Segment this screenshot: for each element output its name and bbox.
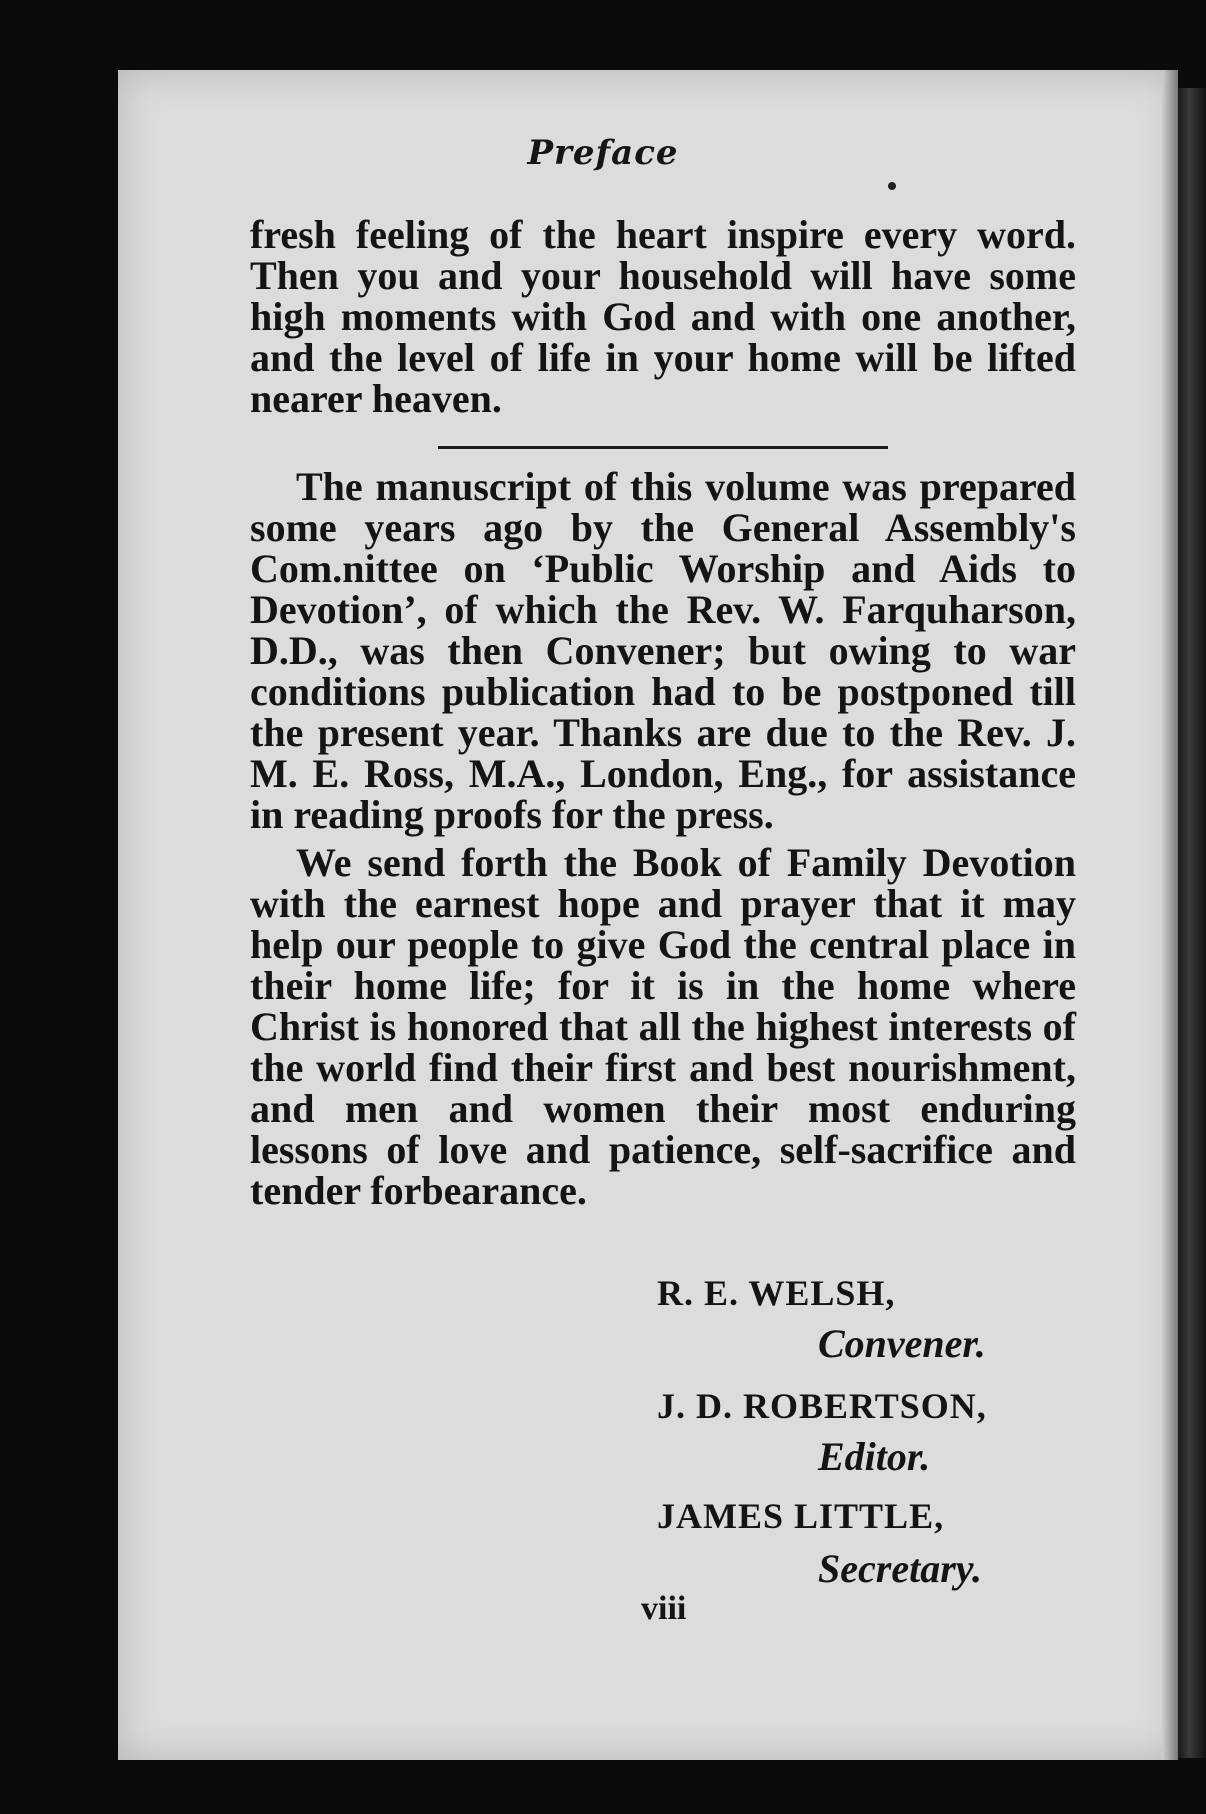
signatory-name: J. D. ROBERTSON, — [657, 1386, 987, 1426]
paragraph-manuscript: The manuscript of this volume was prepared some years ago by the General Assembly's Com.nittee on ‘Public Worship and Aids to Devotion’, of which the Rev. W. Farquharson, D.D., was then Convener; but owing to war conditions publication had to be postponed till the present year. Thanks are due to the Rev. J. M. E. Ross, M.A., London, Eng., for assistance in reading proofs for the press. — [250, 464, 1076, 837]
signatory-name: R. E. WELSH, — [657, 1273, 896, 1313]
signatory-role: Secretary. — [818, 1546, 983, 1591]
signatory-role: Editor. — [818, 1434, 931, 1479]
facing-page-edge — [1178, 88, 1206, 1758]
signatory-name: JAMES LITTLE, — [657, 1496, 945, 1536]
paragraph-dedication: We send forth the Book of Family Devotion with the earnest hope and prayer that it may help our people to give God the central place in their home life; for it is in the home where Christ is honored that all the highest interests of the world find their first and best nourishment, and men and women their most enduring lessons of love and patience, self-sacrifice and tender forbearance. — [250, 840, 1076, 1213]
signatory-role: Convener. — [818, 1321, 986, 1366]
page-number: viii — [641, 1590, 687, 1627]
running-head: Preface — [527, 133, 679, 173]
paragraph-continuation: fresh feeling of the heart inspire every word. Then you and your household will have some high moments with God and with one another, and the level of life in your home will be lifted nearer heaven. — [250, 212, 1076, 421]
page-edge — [1162, 70, 1178, 1760]
ink-speck — [888, 182, 896, 190]
section-rule — [438, 446, 888, 449]
